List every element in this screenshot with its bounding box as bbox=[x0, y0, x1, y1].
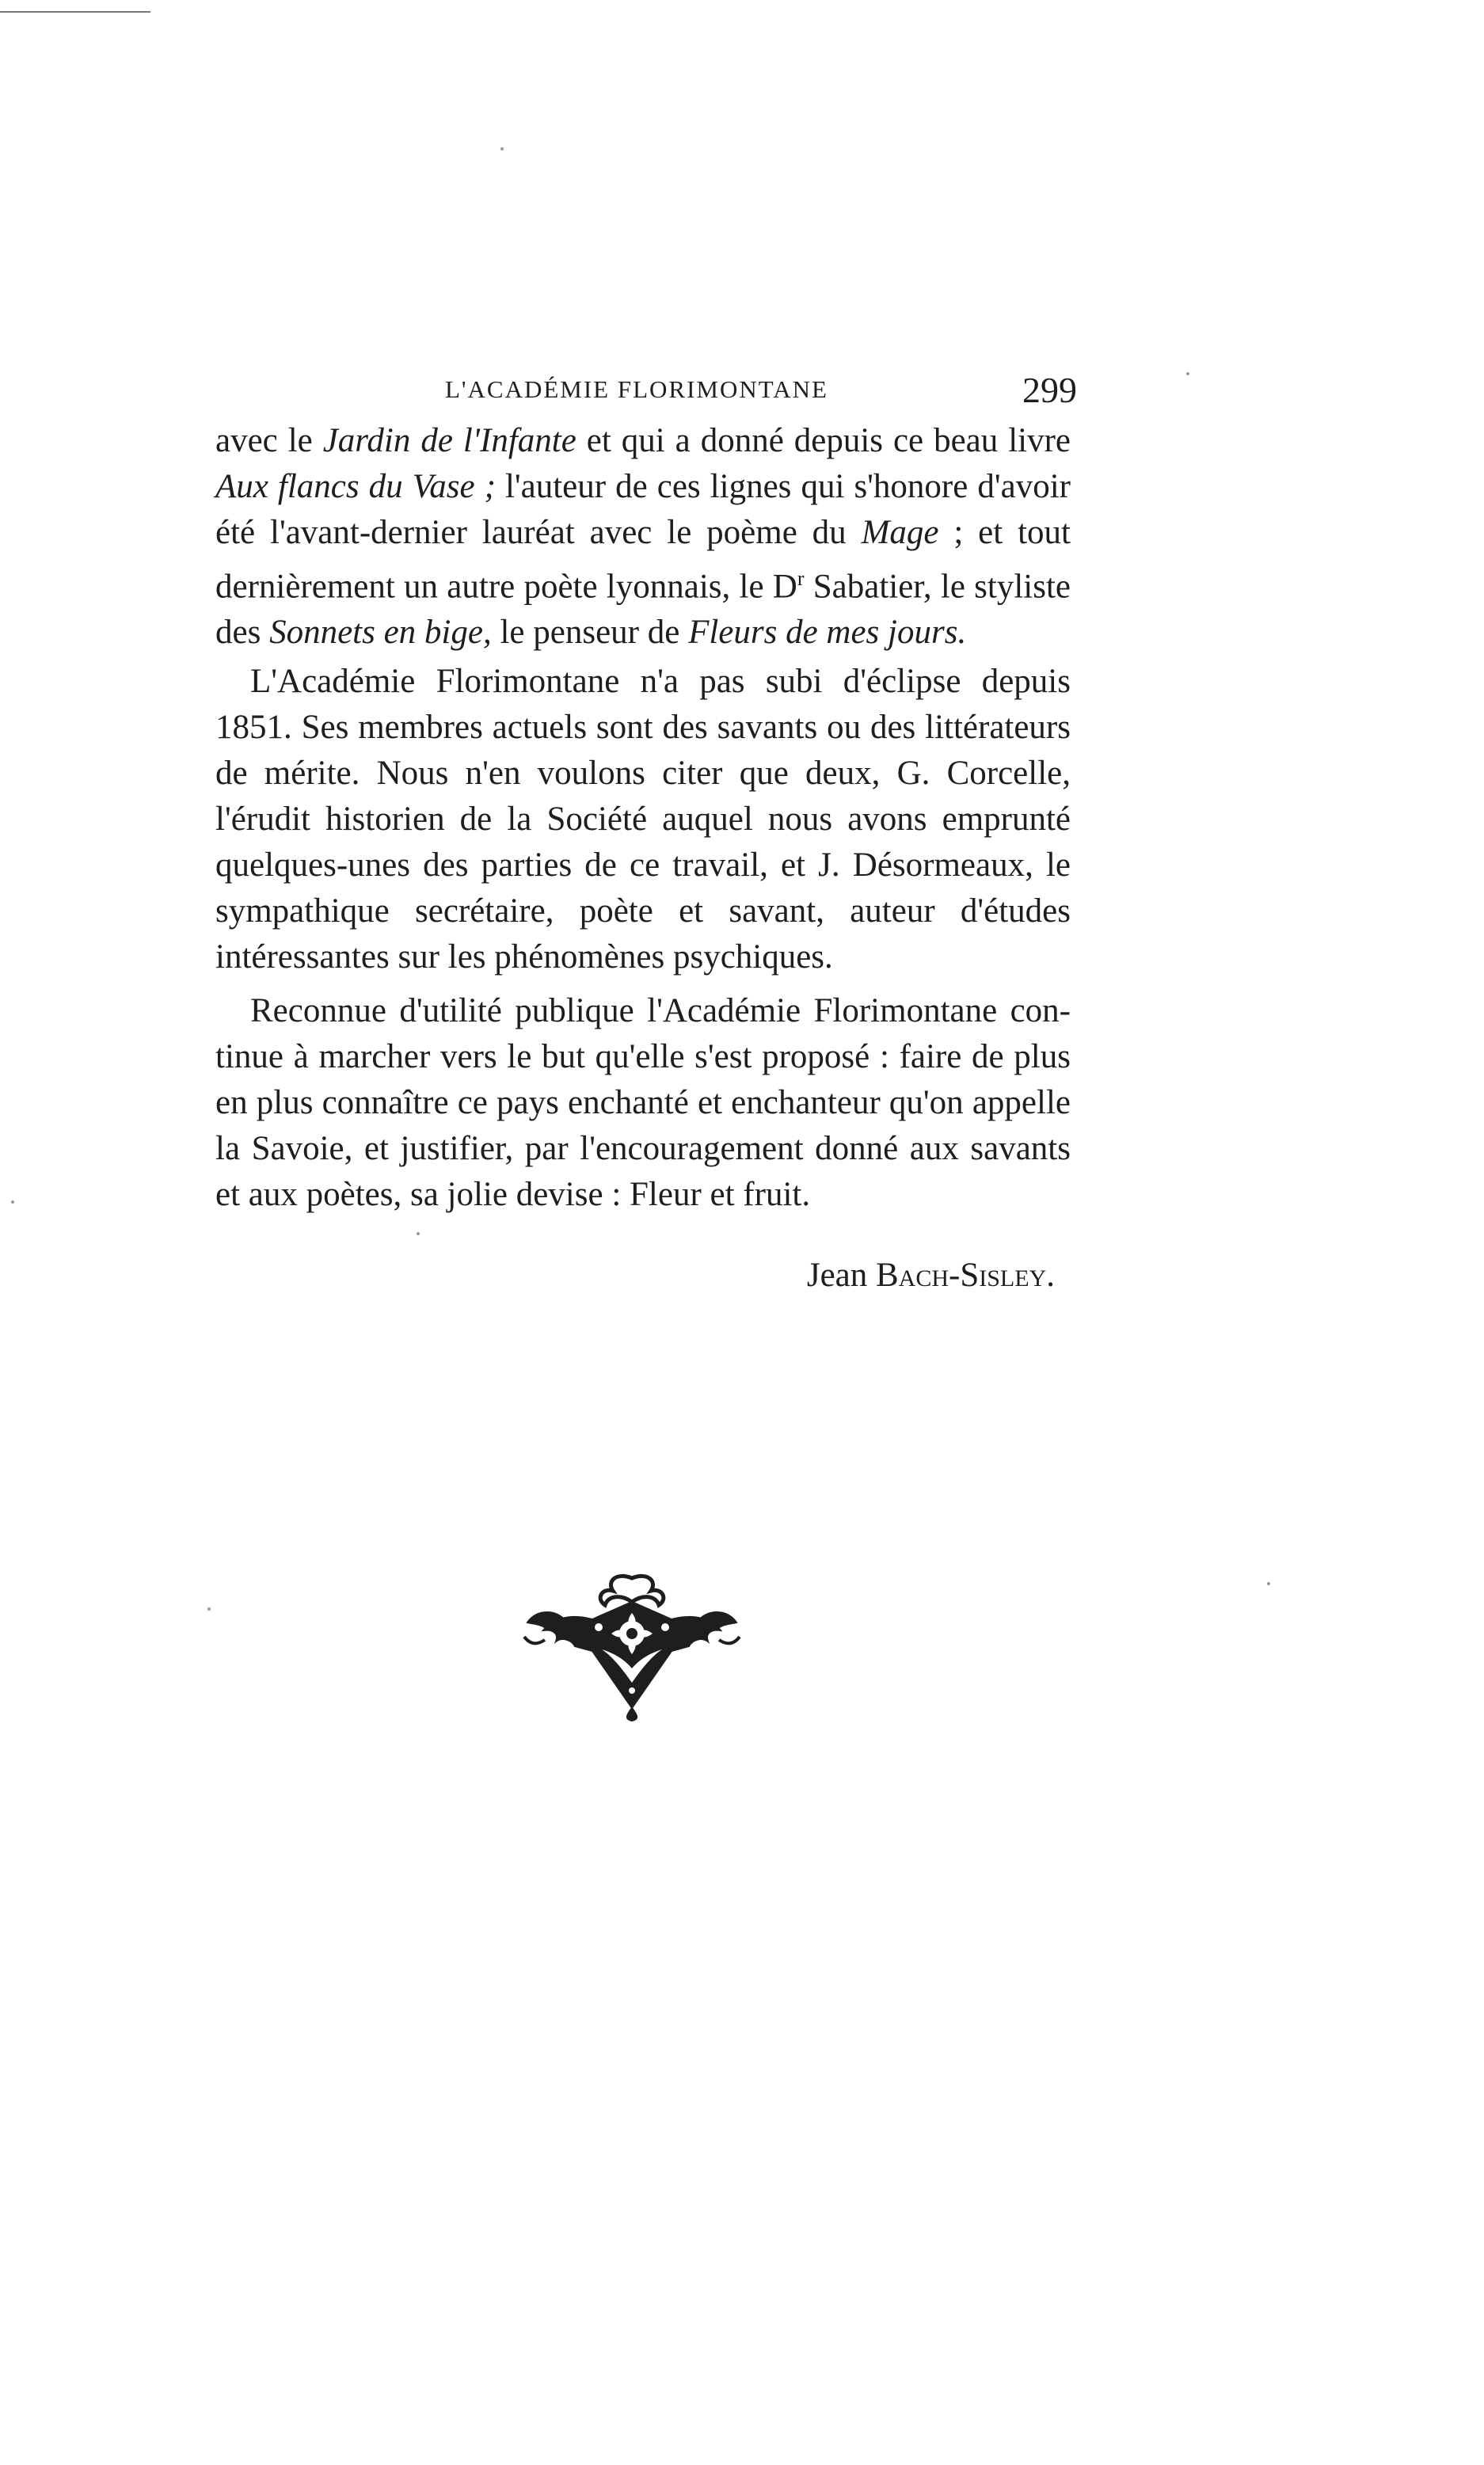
book-page bbox=[215, 366, 1077, 1299]
text-run: l'auteur de ces lignes qui s'honore d'avoir été l'avant-dernier lauréat avec le poème du bbox=[215, 468, 1071, 551]
text-run: et qui a donné depuis ce beau livre bbox=[576, 422, 1071, 459]
italic-title: Mage bbox=[861, 514, 939, 551]
superscript: r bbox=[797, 567, 805, 590]
italic-title: Sonnets en bige, bbox=[269, 614, 492, 652]
author-last-name: Bach-Sisley. bbox=[876, 1257, 1055, 1295]
paragraph-2: L'Académie Florimontane n'a pas subi d'éclipse depuis 1851. Ses membres actuels sont des savants ou des littérateurs de mérite. Nous n'en voulons citer que deux, G. Corcelle, l'érudit historien de la Société auquel nous avons emprunté quelques-unes des parties de ce travail, et J. Désormeaux, le sympathique secrétaire, poète et savant, auteur d'études intéressantes sur les phénomènes psychiques. bbox=[215, 663, 1071, 976]
italic-title: Jardin de l'Infante bbox=[322, 422, 576, 459]
body-text bbox=[215, 418, 1071, 1218]
text-run: avec le bbox=[215, 422, 323, 459]
top-edge-rule bbox=[0, 11, 150, 13]
paper-speck bbox=[417, 1232, 420, 1235]
fleuron-ornament-icon bbox=[513, 1564, 751, 1722]
author-signature bbox=[215, 1253, 1071, 1299]
paper-speck bbox=[1186, 372, 1189, 375]
paragraph-3: Reconnue d'utilité publique l'Académie Florimontane continue à marcher vers le but qu'elle s'est proposé : faire de plus en plus connaître ce pays enchanté et enchanteur qu'on appelle la Savoie, et justifier, par l'encouragement donné aux savants et aux poètes, sa jolie devise : Fleur et fruit. bbox=[215, 992, 1071, 1214]
paper-speck bbox=[1267, 1582, 1270, 1585]
paper-speck bbox=[11, 1200, 14, 1204]
paragraph-1 bbox=[215, 418, 1071, 656]
running-head bbox=[215, 366, 1077, 418]
paper-speck bbox=[500, 147, 504, 150]
author-first-name: Jean bbox=[806, 1257, 876, 1295]
page-number: 299 bbox=[1022, 370, 1077, 410]
running-head-title: L'ACADÉMIE FLORIMONTANE bbox=[445, 375, 828, 403]
italic-title: Fleurs de mes jours. bbox=[688, 614, 967, 652]
text-run: Sabatier, le styliste des bbox=[215, 568, 1071, 652]
text-run: le penseur de bbox=[491, 614, 689, 652]
italic-title: Aux flancs du Vase ; bbox=[215, 468, 496, 505]
paper-speck bbox=[207, 1607, 211, 1611]
text-run: ; et tout dernièrement un autre poète lyonnais, le D bbox=[215, 514, 1071, 606]
